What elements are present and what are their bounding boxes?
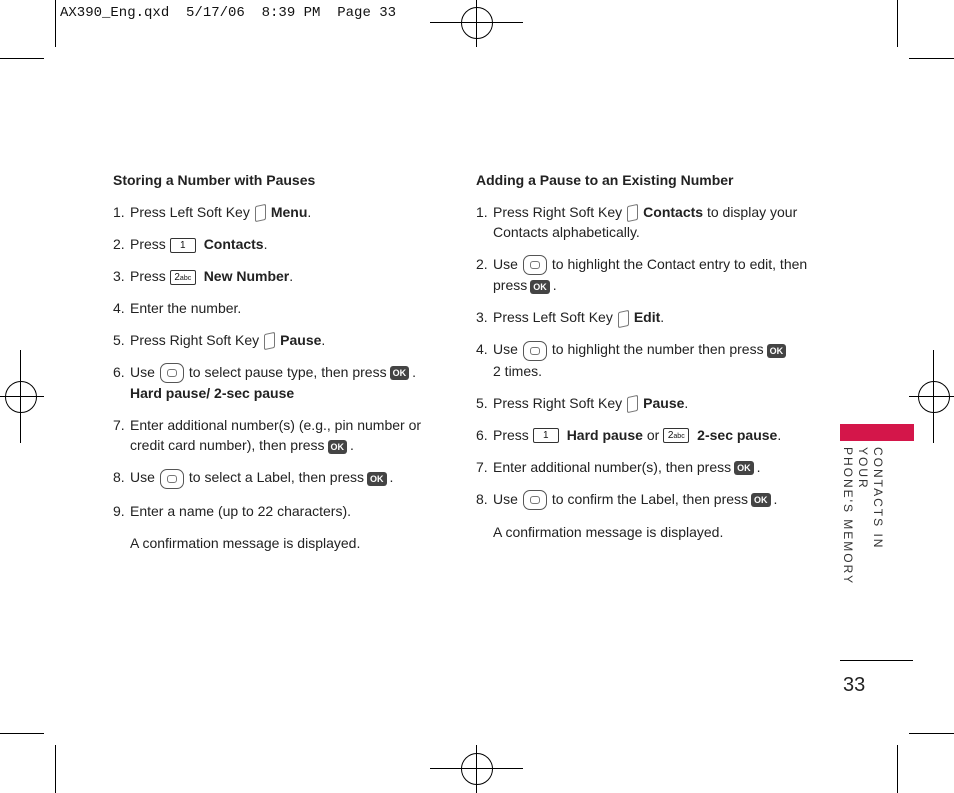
crop-mark [909,58,954,59]
step-item: 6. Press 1 Hard pause or 2abc 2-sec pause. [476,426,782,443]
key-2-icon: 2abc [663,428,689,443]
ok-key-icon: OK [530,280,550,294]
footer-rule [840,660,913,661]
crop-mark [909,733,954,734]
ok-key-icon: OK [734,461,754,475]
right-column [476,170,816,542]
right-soft-key-icon [627,204,638,222]
key-1-icon: 1 [533,428,559,443]
confirmation-note: A confirmation message is displayed. [493,523,724,540]
step-item: 2. Press 1 Contacts. [113,236,268,252]
step-item: 8. Use to confirm the Label, then press OK . [476,489,816,510]
section-heading: Storing a Number with Pauses [113,172,316,188]
step-item: 7. Enter additional number(s), then press OK . [476,458,761,475]
registration-mark [5,381,37,413]
step-item: 4. Use to highlight the number then press OK 2 times. [476,339,816,380]
key-1-icon: 1 [170,238,196,253]
step-item: 6. Use to select pause type, then press OK . Hard pause/ 2-sec pause [113,364,416,402]
step-item: 5. Press Right Soft Key Pause. [113,330,443,350]
navigation-key-icon [160,469,184,489]
registration-mark [461,753,493,785]
key-2-icon: 2abc [170,270,196,285]
step-item: 4. Enter the number. [113,300,242,316]
confirmation-note: A confirmation message is displayed. [130,534,361,551]
crop-mark [55,745,56,793]
ok-key-icon: OK [390,366,410,380]
step-item: 3. Press Left Soft Key Edit. [476,307,816,327]
registration-mark [918,381,950,413]
right-soft-key-icon [264,332,275,350]
step-item: 8. Use to select a Label, then press OK . [113,467,443,488]
step-item: 2. Use to highlight the Contact entry to edit, then press OK . [476,256,808,294]
navigation-key-icon [523,490,547,510]
page-number: 33 [843,674,866,696]
section-heading: Adding a Pause to an Existing Number [476,172,734,188]
crop-mark [897,0,898,47]
navigation-key-icon [523,341,547,361]
ok-key-icon: OK [367,472,387,486]
crop-mark [55,0,56,47]
step-item: 1. Press Right Soft Key Contacts to display your Contacts alphabetically. [476,204,798,240]
ok-key-icon: OK [328,440,348,454]
step-item: 9. Enter a name (up to 22 characters). [113,502,351,519]
step-item: 5. Press Right Soft Key Pause. [476,393,816,413]
step-item: 1. Press Left Soft Key Menu. [113,202,443,222]
left-soft-key-icon [255,204,266,222]
navigation-key-icon [160,363,184,383]
section-side-label: CONTACTS IN YOUR PHONE'S MEMORY [841,447,885,586]
section-tab [840,424,914,441]
left-soft-key-icon [618,309,629,327]
registration-mark [461,7,493,39]
crop-mark [0,733,44,734]
step-item: 7. Enter additional number(s) (e.g., pin number or credit card number), then press OK . [113,417,422,454]
step-item: 3. Press 2abc New Number. [113,268,294,284]
crop-mark [0,58,44,59]
navigation-key-icon [523,255,547,275]
left-column [113,170,443,553]
right-soft-key-icon [627,395,638,413]
ok-key-icon: OK [751,493,771,507]
ok-key-icon: OK [767,344,787,358]
print-slug: AX390_Eng.qxd 5/17/06 8:39 PM Page 33 [60,5,397,21]
crop-mark [897,745,898,793]
